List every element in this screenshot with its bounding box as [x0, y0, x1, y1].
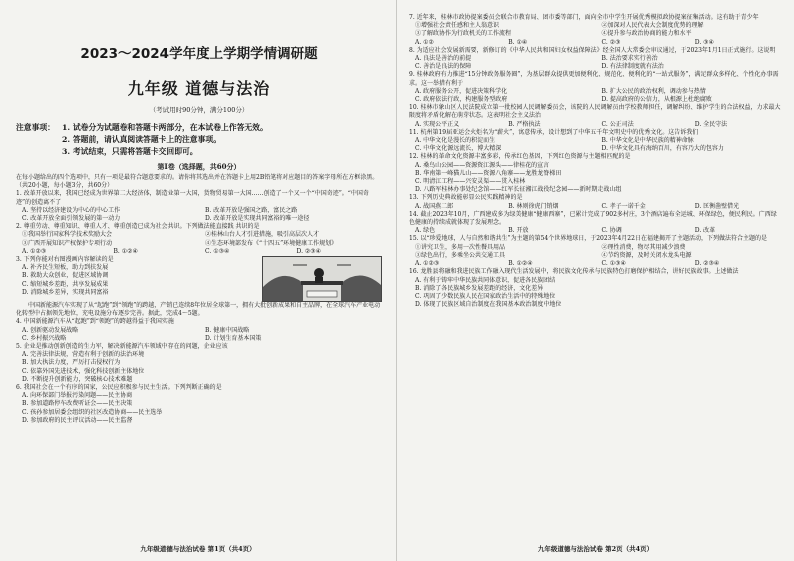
- option: C. 中华文化源远流长，博大精深: [415, 145, 502, 153]
- option: D. 匡衡凿壁借光: [694, 202, 740, 210]
- option: A. 坚持以经济建设为中心的中心工作: [22, 206, 121, 214]
- option: A. 良法是善治的前提: [415, 55, 472, 63]
- statement: ②桂林山台人才引进措施，吸引高层次人才: [205, 231, 320, 239]
- section-heading: 第Ⅰ卷（选择题，共60分）: [157, 162, 241, 171]
- option: A. 实现公平正义: [415, 120, 460, 128]
- option: C. 公正司法: [601, 120, 634, 128]
- question-7-choices: [409, 39, 782, 47]
- choice: B. ①②④: [113, 247, 138, 255]
- option: C. 孩孙参加居委会组织的社区改造协商——民主选举: [22, 408, 163, 416]
- option: D. 八路军桂林办事处纪念馆——红军长征湘江战役纪念园——新时期走战山组: [415, 186, 622, 194]
- option: B. 救助大众创业，促进区域协调: [22, 272, 109, 280]
- question-15: 15. 以“珍爱地球，人与自然和谐共生”为主题的第54个世界地球日，于2023年4月22日在福建揭开了主题活动，下列做法符合主题的是: [409, 235, 767, 243]
- question-7-statements: [409, 22, 782, 38]
- section-intro: 在每小题给出的四个选项中，只有一项是最符合题意要求的。请你将其选出并在答题卡上用2B铅笔将对应题目的答案字母所在方框涂黑。（共20小题，每小题3分，共60分）: [16, 174, 379, 190]
- option: A. 向环保部门举报污染问题——民主协商: [22, 392, 133, 400]
- question-15-statements: [409, 244, 782, 260]
- option: C. 巩固了少数民族人民在国家政治生活中的特殊地位: [415, 292, 556, 300]
- option: D. 改革: [694, 227, 716, 235]
- option: D. 计划生育基本国策: [205, 334, 262, 342]
- material-4-5: 中国新能源汽车实现了从“起跑”到“领跑”的跨越，产销已连续8年位居全球第一，拥有大批创新成果和自主品牌，在全球汽车产业电动化转型中占据领先地位，充电设施分布逐步完善。据此，完成4～5题。: [16, 302, 381, 318]
- question-8-options: [409, 55, 782, 71]
- option: C. 改革开放全面引领发展的第一动力: [22, 215, 121, 223]
- option: D. 全民守法: [694, 120, 728, 128]
- option: A. 桑鸟山公园——资源资江源头——律桂花的宣言: [415, 161, 550, 169]
- option: C. 乡村振兴战略: [22, 334, 67, 342]
- notice-block: [16, 122, 382, 158]
- option: D. 体现了民族区域自治制度在我国基本政治制度中地位: [415, 301, 562, 309]
- option: C. 孝子一诺千金: [601, 202, 646, 210]
- choice: D. ③④: [694, 38, 714, 46]
- option: B. 开放: [508, 227, 529, 235]
- notice-item: 3. 考试结束，只需将答题卡交回即可。: [62, 147, 198, 156]
- page-footer: 九年级道德与法治试卷 第2页（共4页）: [537, 545, 654, 553]
- question-10: 10. 桂林市象山区人民法院成立第一批校园人民调解委员会，该院的人民调解员由学校教师担任，调解纠纷、维护学生的合法权益，力求最大限度将矛盾化解在萌芽状态。这表明社会主义法治: [409, 104, 781, 120]
- option: B. 华南第一峰猫儿山——资源八角寨——龙胜龙脊梯田: [415, 169, 562, 177]
- option: C. 依靠外国先进技术，强化科技创新主体地位: [22, 367, 145, 375]
- question-1-options: [16, 207, 382, 223]
- question-4: 4. 中国新能源汽车从“起跑”到“领跑”的跨越得益于我国实施: [16, 318, 174, 326]
- question-14: 14. 截止2023年10月，广西建成多为绿美健康“健康西寨”，已累计完成了902多村庄，3个酒店遍布全运城、环保绿色，便民利民。广西绿色健康的持续成就体现了发展理念。: [409, 210, 777, 227]
- statement: ④生态环境部发布《“十四五”环境健康工作规划》: [205, 239, 338, 247]
- question-11: 11. 杭州第19届亚运会火炬名为“薪火”，寓意传承，设计想到了中华五千年文明史中的优秀文化。这告诉我们: [409, 128, 699, 136]
- question-9: 9. 桂林政府有力推进“15分钟政务服务圈”，为基层群众提供更加便利化、规范化、便利化的“一站式服务”，满足群众多样化、个性化办事需求。这一举措有利于: [409, 71, 779, 87]
- option: B. 严格执法: [508, 120, 541, 128]
- notice-item: 1. 试卷分为试题卷和答题卡两部分，在本试卷上作答无效。: [62, 123, 268, 132]
- option: B. 扩大公民的政治权利，调动参与热情: [601, 87, 706, 95]
- option: B. 健康中国战略: [205, 326, 250, 334]
- option: C. 协调: [601, 227, 622, 235]
- option: D. 改革开放是实现共同富裕的唯一途径: [205, 215, 310, 223]
- option: C. 明清江工程——兴安灵渠——贯入桂林: [415, 178, 526, 186]
- option: B. 林则徐虎门销烟: [508, 202, 559, 210]
- choice: C. ①③④: [205, 247, 230, 255]
- statement: ③了解政协作为行政机关的工作流程: [415, 30, 512, 38]
- cartoon-drawing-icon: [263, 257, 381, 301]
- option: D. 有法律制度就有法治: [601, 63, 664, 71]
- statement: ①增强社会责任感和主人翁意识: [415, 22, 500, 30]
- cartoon-image: [262, 256, 382, 302]
- question-11-options: [409, 137, 782, 153]
- option: B. 改革开放是强国之路，富民之路: [205, 206, 298, 214]
- question-10-options: [409, 121, 782, 129]
- option: A. 政府服务公开，促进决策科学化: [415, 87, 508, 95]
- option: A. 绿色: [415, 227, 436, 235]
- choice: C. ②③: [601, 38, 621, 46]
- option: D. 不断提升创新能力，突破核心技术难题: [22, 375, 133, 383]
- option: C. 缩短城乡差距，共享发展成果: [22, 280, 109, 288]
- option: B. 参加道路停车改费听证会——民主决策: [22, 400, 133, 408]
- choice: A. ①②③: [22, 247, 47, 255]
- question-9-options: [409, 88, 782, 104]
- choice: A. ①②③: [415, 260, 440, 268]
- statement: ③广西开展知识产权保护专项行动: [22, 239, 113, 247]
- option: D. 消除城乡差异，实现共同富裕: [22, 288, 109, 296]
- question-1: 1. 改革开放以来，我国已经成为世界第二大经济体，制造业第一大国，货物贸易第一大国……创造了一个又一个“中国奇迹”。“中国奇迹”的创造离不了: [16, 190, 369, 206]
- choice: A. ①②: [415, 38, 434, 46]
- option: A. 完善法律法规，营造有利于创新的法治环境: [22, 351, 145, 359]
- question-3: 3. 下列你能对右图漫画内容解读的是: [16, 256, 114, 264]
- page-footer: 九年级道德与法治试卷 第1页（共4页）: [140, 545, 256, 553]
- question-6: 6. 我国社会在一个有序的国家，公民应积极参与民主生活。下列判断正确的是: [16, 384, 222, 392]
- option: C. 善治是良法的保障: [415, 63, 472, 71]
- option: A. 补齐民生短板，助力到扶发展: [22, 264, 109, 272]
- choice: B. ①④: [508, 38, 528, 46]
- question-16: 16. 龙胜县将融和我进民族工作融入现代生活发展中，将民族文化传承与民族特色打磨保护相结合，讲好民族故事。上述做法: [409, 268, 739, 276]
- question-7: 7. 近年来，桂林市政协提案委员会联合市教育局、团市委等部门，面向全市中学生开展优秀模拟政协提案征集活动。这有助于青少年: [409, 14, 759, 21]
- option: B. 中华文化是中华民族的精神命脉: [601, 137, 694, 145]
- option: B. 消除了各民族城乡发展差距的经济，文化差异: [415, 284, 544, 292]
- option: D. 中华文化具有海纳百川，有容乃大的包容力: [601, 145, 724, 153]
- notice-item: 2. 答题前，请认真阅读答题卡上的注意事项。: [62, 135, 221, 144]
- question-13-options: [409, 203, 782, 211]
- choice: B. ①②④: [508, 260, 533, 268]
- question-2-choices: [16, 248, 382, 256]
- question-12: 12. 桂林的革命文化资源丰富多彩，传承红色基因，下列红色资源与主题相匹配的是: [409, 153, 631, 161]
- question-5: 5. 企业是推动创新创造的生力军，解决新能源汽车领域中存在的问题，企业应该: [16, 343, 228, 351]
- exam-title: 2023～2024学年度上学期学情调研题: [80, 46, 318, 62]
- statement: ②加深对人民代表大会制度优势的理解: [601, 22, 704, 30]
- statement: ①我国举行国家科学技术奖励大会: [22, 231, 113, 239]
- question-13: 13. 下列历史典故能彰显公民实践精神的是: [409, 194, 523, 202]
- option: D. 提高政府的公信力，从根源上杜绝腐败: [601, 96, 712, 104]
- question-2: 2. 尊重劳动、尊重知识、尊重人才、尊重创造已成为社会共识。下列做法能直接践 共识的是: [16, 223, 260, 231]
- option: A. 中华文化是漫长的积淀而生: [415, 137, 496, 145]
- option: B. 法治要求实行善治: [601, 55, 658, 63]
- choice: D. ②③④: [694, 260, 720, 268]
- statement: ③绿色出行，多乘坐公共交通工具: [415, 251, 506, 259]
- question-4-options: [16, 327, 382, 343]
- option: D. 参加政府的民主评议活动——民主监督: [22, 416, 133, 424]
- statement: ④节约资源，及时关闭水龙头电源: [601, 251, 692, 259]
- choice: C. ①③④: [601, 260, 626, 268]
- question-8: 8. 为适应社会发展新需要，新修订的《中华人民共和国妇女权益保障法》经全国人大常委会审议通过，于2023年1月1日正式施行。这说明: [409, 46, 776, 54]
- option: C. 政府依法行政，构建服务型政府: [415, 96, 508, 104]
- option: B. 加大执法力度，严厉打击侵权行为: [22, 359, 121, 367]
- statement: ②理性消费，物尽其用减少浪费: [601, 243, 686, 251]
- notice-label: 注意事项：: [16, 123, 55, 132]
- question-3-block: [16, 256, 382, 302]
- choice: D. ②③④: [296, 247, 322, 255]
- exam-subject: 九年级 道德与法治: [127, 79, 271, 98]
- exam-meta: （考试用时90分钟，满分100分）: [149, 106, 249, 114]
- option: A. 战国燕二郎: [415, 202, 454, 210]
- statement: ①讲究卫生，多用一次性餐具用品: [415, 243, 506, 251]
- question-2-statements: [16, 231, 382, 247]
- option: A. 创新驱动发展战略: [22, 326, 79, 334]
- option: A. 有利于铸牢中华民族共同体意识，促进各民族团结: [415, 276, 556, 284]
- page-2: [397, 0, 794, 561]
- statement: ④提升参与政治协商的能力和水平: [601, 30, 692, 38]
